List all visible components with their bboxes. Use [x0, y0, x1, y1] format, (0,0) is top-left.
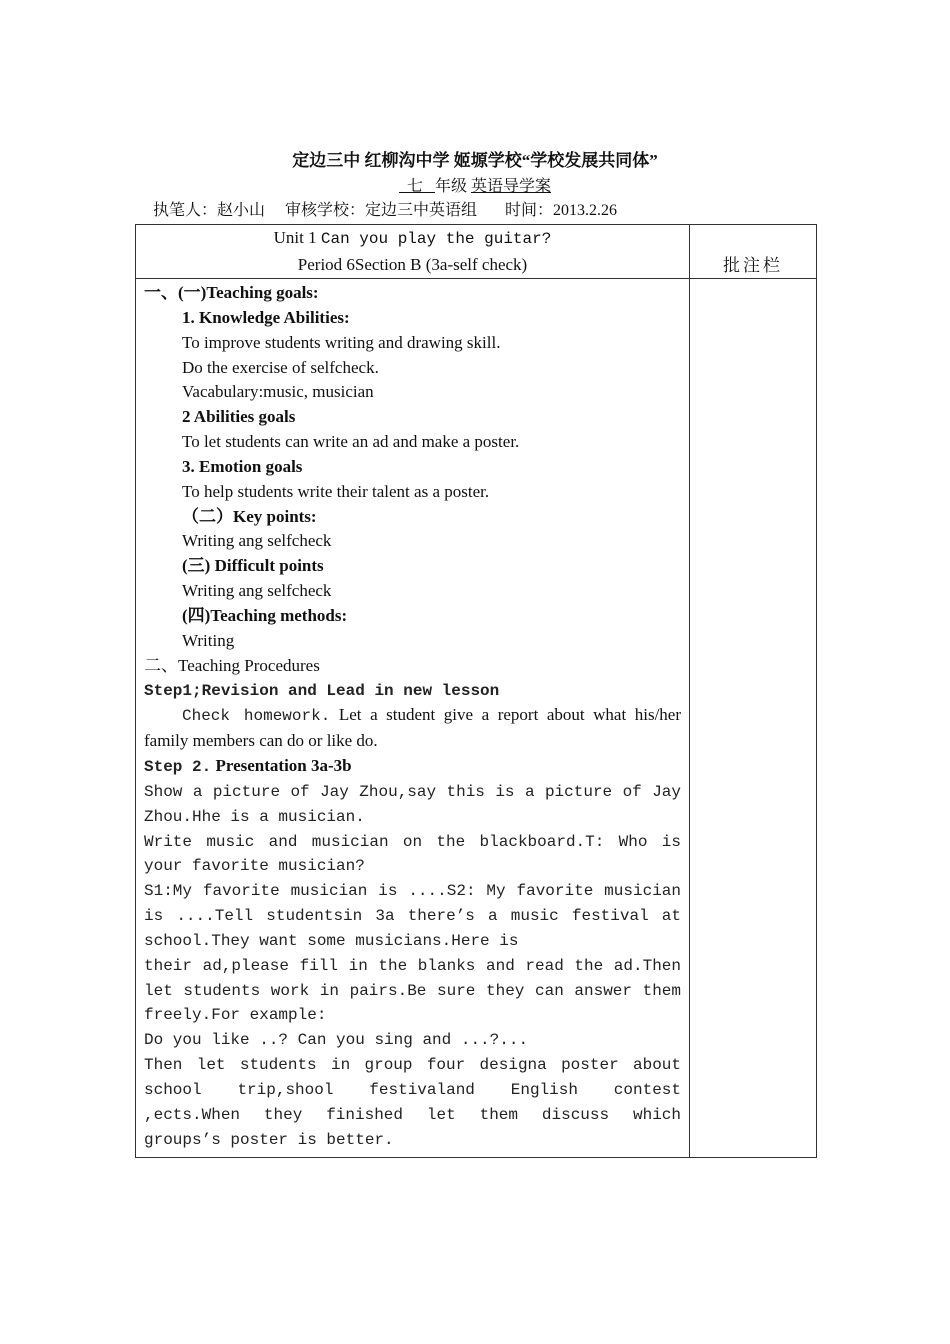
procedure-paragraph: S1:My favorite musician is ....S2: My favorite musician is ....Tell studentsin 3a there’s a music festival at school.They want some musicians.Here is [144, 882, 681, 950]
key-points-item: Writing ang selfcheck [182, 531, 332, 551]
knowledge-item: Do the exercise of selfcheck. [182, 357, 379, 377]
abilities-heading: 2 Abilities goals [182, 407, 296, 427]
abilities-item: To let students can write an ad and make a poster. [182, 432, 520, 452]
document-subtitle [135, 176, 815, 198]
document-title: 定边三中 红柳沟中学 姬塬学校“学校发展共同体” [292, 151, 658, 170]
author-label: 执笔人：赵小山 [153, 202, 266, 219]
procedure-paragraph: their ad,please fill in the blanks and read the ad.Then let students work in pairs.Be sure they can answer them freely.For example: [144, 956, 681, 1025]
note-column-body [690, 279, 817, 1158]
date-label: 时间：2013.2.26 [505, 202, 618, 219]
unit-title: Unit 1 Can you play the guitar? [273, 228, 552, 248]
unit-header-cell [136, 225, 690, 279]
procedure-paragraph: Then let students in group four designa poster about school trip,shool festivaland English contest ,ects.When they finished let them discuss which groups’s poster is better. [144, 1056, 681, 1149]
key-points-heading: （二）Key points: [182, 506, 317, 526]
period-title: Period 6Section B (3a-self check) [297, 255, 528, 274]
procedure-paragraph: Write music and musician on the blackboard.T: Who is your favorite musician? [144, 832, 681, 876]
document-meta [153, 200, 617, 222]
knowledge-item: Vacabulary:music, musician [182, 382, 374, 402]
step2-heading: Step 2. Presentation 3a-3b [144, 756, 352, 777]
step1-text: Check homework. Let a student give a report about what his/her family members can do or like do. [144, 705, 682, 751]
step1-heading: Step1;Revision and Lead in new lesson [144, 681, 500, 700]
difficult-points-item: Writing ang selfcheck [182, 581, 332, 601]
procedure-paragraph: Show a picture of Jay Zhou,say this is a picture of Jay Zhou.Hhe is a musician. [144, 782, 681, 826]
emotion-item: To help students write their talent as a poster. [182, 481, 490, 501]
goals-heading: 一、(一)Teaching goals: [144, 283, 319, 302]
difficult-points-heading: (三) Difficult points [182, 556, 324, 576]
methods-item: Writing [182, 630, 235, 650]
procedures-heading: 二、Teaching Procedures [144, 655, 320, 675]
note-column-header: 批注栏 [690, 225, 817, 279]
grade-value: 七 [406, 178, 423, 195]
subject-value: 英语导学案 [471, 178, 552, 195]
grade-suffix: 年级 [434, 178, 467, 195]
review-label: 审核学校：定边三中英语组 [285, 202, 478, 219]
emotion-heading: 3. Emotion goals [182, 456, 303, 476]
procedure-paragraph: Do you like ..? Can you sing and ...?... [144, 1031, 529, 1050]
lesson-table [135, 224, 817, 1158]
knowledge-item: To improve students writing and drawing skill. [182, 332, 501, 352]
lesson-content-cell [136, 279, 690, 1158]
methods-heading: (四)Teaching methods: [182, 605, 348, 625]
knowledge-heading: 1. Knowledge Abilities: [182, 307, 350, 327]
